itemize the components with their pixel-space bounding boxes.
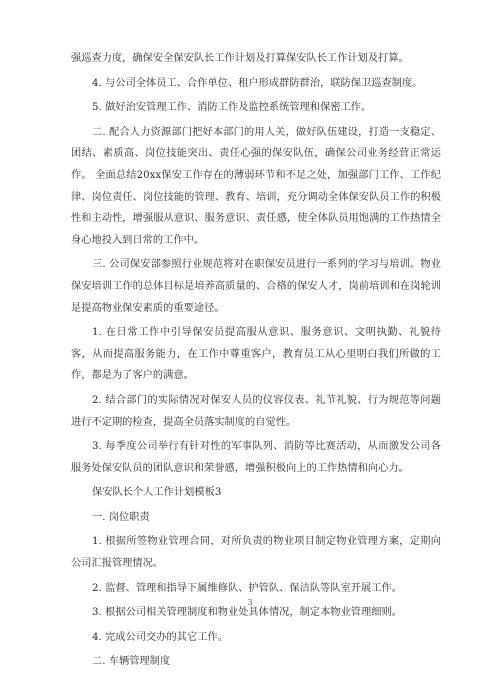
- paragraph: 1. 根据所签物业管理合同，对所负责的物业项目制定物业管理方案，定期向公司汇报管理情况。: [71, 536, 441, 570]
- paragraph: 5. 做好治安管理工作、消防工作及监控系统管理和保密工作。: [92, 102, 372, 114]
- document-body: [71, 48, 441, 676]
- paragraph: 保安队长个人工作计划模板3: [92, 487, 222, 499]
- paragraph: 2. 监督、管理和指导下属维修队、护管队、保洁队等队室开展工作。: [92, 582, 402, 594]
- paragraph: 3. 根据公司相关管理制度和物业处具体情况，制定本物业管理细则。: [92, 607, 402, 619]
- paragraph: 三. 公司保安部参照行业规范将对在职保安员进行一系列的学习与培训。物业保安培训工作的总体目标是培养高质量的、合格的保安人才，岗前培训和在岗轮训是提高物业保安素质的重要途径。: [71, 259, 441, 314]
- paragraph: 4. 完成公司交办的其它工作。: [92, 631, 228, 643]
- paragraph: 4. 与公司全体员工、合作单位、租户形成群防群治，联防保卫巡查制度。: [92, 77, 423, 89]
- page-number: 3: [247, 598, 253, 607]
- paragraph: 一. 岗位职责: [92, 511, 150, 523]
- paragraph: 强巡查力度，确保安全保安队长工作计划及打算保安队长工作计划及打算。: [71, 53, 409, 64]
- paragraph: 1. 在日常工作中引导保安员提高服从意识、服务意识、文明执勤、礼貌待客，从而提高服务能力，在工作中尊重客户，教育员工从心里明白我们所做的工作，都是为了客户的满意。: [71, 327, 441, 382]
- paragraph: 3. 每季度公司举行有针对性的军事队列、消防等比赛活动，从而激发公司各服务处保安队员的团队意识和荣誉感，增强积极向上的工作热情和向心力。: [71, 441, 441, 474]
- paragraph: 2. 结合部门的实际情况对保安人员的仪容仪表、礼节礼貌、行为规范等问题进行不定期的检查，提高全员落实制度的自觉性。: [71, 394, 441, 428]
- paragraph: 二. 配合人力资源部门把好本部门的用人关，做好队伍建设，打造一支稳定、团结、素质高、岗位技能突出、责任心强的保安队伍，确保公司业务经营正常运作。 全面总结20xx保安工作存在的薄弱环节和不足之处，加强部门工作、工作纪律、岗位责任、岗位技能的管理、教育、培训，充分调动全体保安队员工作的积极性和主动性，增强服从意识、服务意识、责任感，使全体队员用饱满的工作热情全身心地投入到日常的工作中。: [71, 126, 441, 246]
- paragraph: 二. 车辆管理制度: [92, 656, 171, 668]
